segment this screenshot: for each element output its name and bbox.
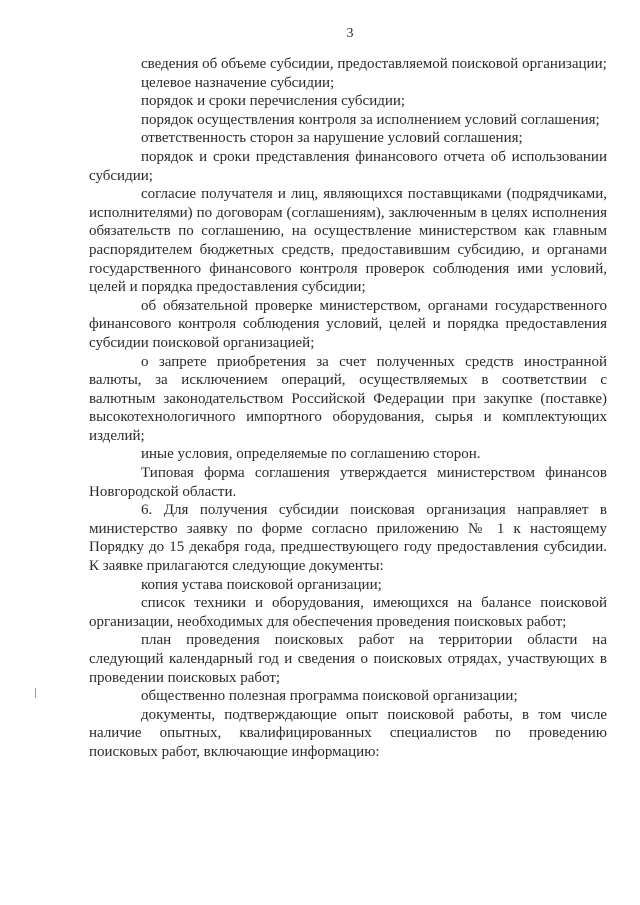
paragraph: сведения об объеме субсидии, предоставляемой поисковой организации;	[141, 56, 607, 72]
paragraph: о запрете приобретения за счет полученных средств иностранной валюты, за исключением операций, осуществляемых в соответствии с валютным законодательством Российской Федерации при закупке (поставке) высокотехнологичного импортного оборудования, сырья и комплектующих изделий;	[89, 353, 607, 444]
paragraph: список техники и оборудования, имеющихся на балансе поисковой организации, необходимых для обеспечения проведения поисковых работ;	[89, 595, 607, 630]
margin-mark	[35, 688, 36, 698]
paragraph: порядок и сроки представления финансового отчета об использовании субсидии;	[89, 148, 607, 184]
paragraph: порядок осуществления контроля за исполнением условий соглашения;	[141, 111, 600, 128]
paragraph: общественно полезная программа поисковой организации;	[141, 688, 518, 705]
paragraph: документы, подтверждающие опыт поисковой работы, в том числе наличие опытных, квалифицированных специалистов по проведению поисковых работ, включающие информацию:	[89, 706, 607, 760]
document-body	[89, 55, 607, 762]
paragraph: копия устава поисковой организации;	[141, 576, 382, 593]
paragraph: целевое назначение субсидии;	[141, 74, 335, 91]
paragraph: порядок и сроки перечисления субсидии;	[141, 93, 406, 110]
paragraph: 6. Для получения субсидии поисковая организация направляет в министерство заявку по форме согласно приложению № 1 к настоящему Порядку до 15 декабря года, предшествующего году предоставления субсидии. К заявке прилагаются следующие документы:	[89, 502, 607, 575]
paragraph: ответственность сторон за нарушение условий соглашения;	[141, 130, 523, 147]
paragraph: Типовая форма соглашения утверждается министерством финансов Новгородской области.	[89, 465, 607, 500]
paragraph: иные условия, определяемые по соглашению сторон.	[141, 446, 481, 463]
paragraph: согласие получателя и лиц, являющихся поставщиками (подрядчиками, исполнителями) по договорам (соглашениям), заключенным в целях исполнения обязательств по соглашению, на осуществление министерством как главным распорядителем бюджетных средств, предоставившим субсидию, и органами государственного финансового контроля проверок соблюдения ими условий, целей и порядка предоставления субсидии;	[89, 186, 607, 296]
paragraph: план проведения поисковых работ на территории области на следующий календарный год и сведения о поисковых отрядах, участвующих в проведении поисковых работ;	[89, 632, 607, 686]
paragraph: об обязательной проверке министерством, органами государственного финансового контроля соблюдения условий, целей и порядка предоставления субсидии поисковой организацией;	[89, 297, 607, 351]
page-number: 3	[346, 26, 354, 41]
